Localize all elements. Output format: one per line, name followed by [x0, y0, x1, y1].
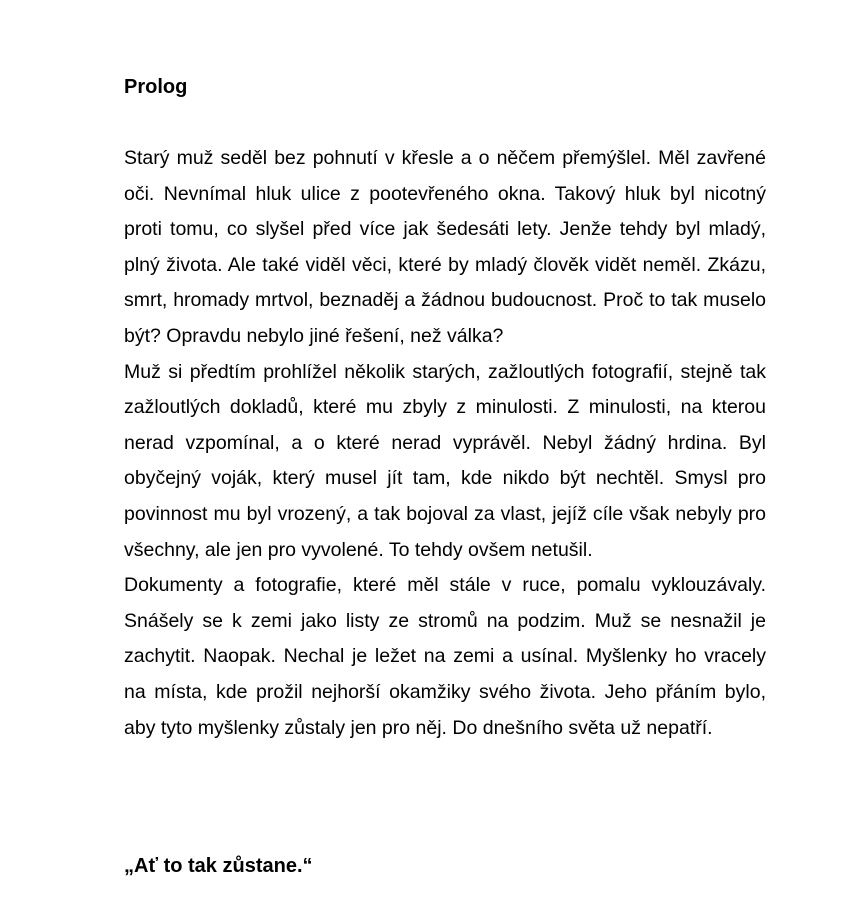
closing-quote: „Ať to tak zůstane.“	[124, 855, 313, 877]
paragraph: Starý muž seděl bez pohnutí v křesle a o něčem přemýšlel. Měl zavřené oči. Nevnímal hluk ulice z pootevřeného okna. Takový hluk byl nicotný proti tomu, co slyšel před více jak šedesáti lety. Jenže tehdy byl mladý, plný života. Ale také viděl věci, které by mladý člověk vidět neměl. Zkázu, smrt, hromady mrtvol, beznaděj a žádnou budoucnost. Proč to tak muselo být? Opravdu nebylo jiné řešení, než válka?	[124, 147, 766, 347]
paragraph: Muž si předtím prohlížel několik starých, zažloutlých fotografií, stejně tak zažloutlých dokladů, které mu zbyly z minulosti. Z minulosti, na kterou nerad vzpomínal, a o které nerad vyprávěl. Nebyl žádný hrdina. Byl obyčejný voják, který musel jít tam, kde nikdo být nechtěl. Smysl pro povinnost mu byl vrozený, a tak bojoval za vlast, jejíž cíle však nebyly pro všechny, ale jen pro vyvolené. To tehdy ovšem netušil.	[124, 360, 766, 561]
paragraph: Dokumenty a fotografie, které měl stále v ruce, pomalu vyklouzávaly. Snášely se k zemi jako listy ze stromů na podzim. Muž se nesnažil je zachytit. Naopak. Nechal je ležet na zemi a usínal. Myšlenky ho vracely na místa, kde prožil nejhorší okamžiky svého života. Jeho přáním bylo, aby tyto myšlenky zůstaly jen pro něj. Do dnešního světa už nepatří.	[124, 574, 766, 739]
chapter-heading: Prolog	[124, 76, 188, 98]
chapter-body	[124, 141, 766, 746]
